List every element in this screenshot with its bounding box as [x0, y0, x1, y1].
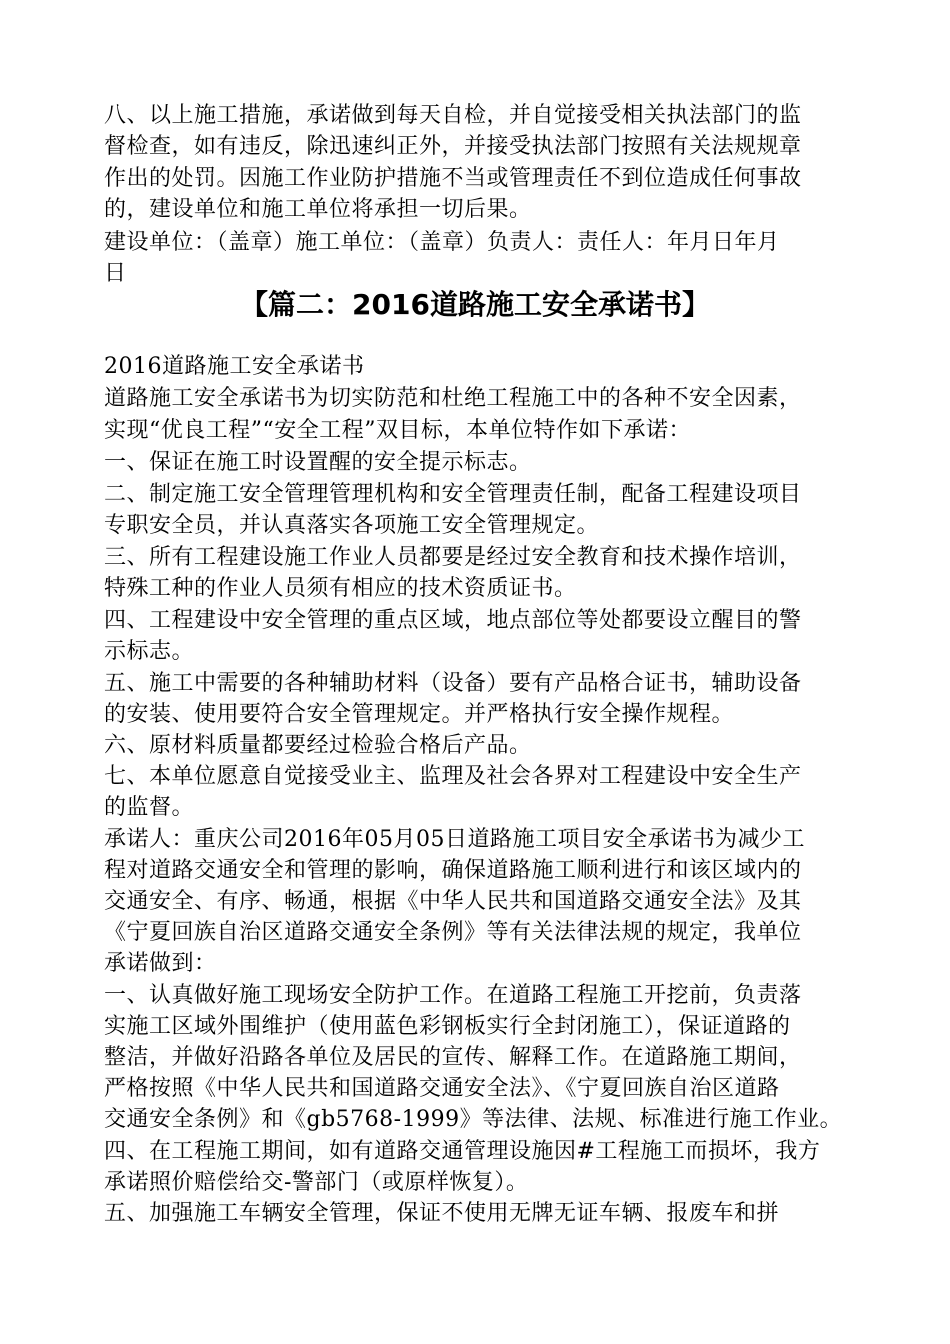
text-line: 的监督。	[104, 795, 195, 820]
text-line: 专职安全员，并认真落实各项施工安全管理规定。	[104, 513, 600, 538]
text-line: 的，建设单位和施工单位将承担一切后果。	[104, 197, 532, 222]
text-line: 道路施工安全承诺书为切实防范和杜绝工程施工中的各种不安全因素，	[104, 386, 802, 411]
text-line: 承诺照价赔偿给交-警部门（或原样恢复）。	[104, 1170, 529, 1195]
text-line: 八、以上施工措施，承诺做到每天自检，并自觉接受相关执法部门的监	[104, 103, 802, 128]
text-line: 二、制定施工安全管理管理机构和安全管理责任制，配备工程建设项目	[104, 482, 802, 507]
text-line: 七、本单位愿意自觉接受业主、监理及社会各界对工程建设中安全生产	[104, 764, 802, 789]
text-line: 承诺做到：	[104, 951, 217, 976]
text-line: 的安装、使用要符合安全管理规定。并严格执行安全操作规程。	[104, 702, 735, 727]
text-line: 整洁，并做好沿路各单位及居民的宣传、解释工作。在道路施工期间，	[104, 1045, 802, 1070]
text-line: 程对道路交通安全和管理的影响，确保道路施工顺利进行和该区域内的	[104, 858, 802, 883]
text-line: 交通安全、有序、畅通，根据《中华人民共和国道路交通安全法》及其	[104, 889, 802, 914]
signature-line: 建设单位：（盖章）施工单位：（盖章）负责人：责任人：年月日年月	[104, 230, 780, 255]
text-line: 五、加强施工车辆安全管理，保证不使用无牌无证车辆、报废车和拼	[104, 1201, 780, 1226]
text-line: 示标志。	[104, 639, 195, 664]
text-line: 一、保证在施工时设置醒的安全提示标志。	[104, 450, 532, 475]
text-line: 四、工程建设中安全管理的重点区域，地点部位等处都要设立醒目的警	[104, 608, 802, 633]
text-line: 承诺人：重庆公司2016年05月05日道路施工项目安全承诺书为减少工	[104, 827, 805, 852]
text-line: 日	[104, 261, 127, 286]
text-line: 严格按照《中华人民共和国道路交通安全法》、《宁夏回族自治区道路	[104, 1076, 780, 1101]
text-line: 作出的处罚。因施工作业防护措施不当或管理责任不到位造成任何事故	[104, 166, 802, 191]
text-line: 督检查，如有违反，除迅速纠正外，并接受执法部门按照有关法规规章	[104, 134, 802, 159]
text-line: 《宁夏回族自治区道路交通安全条例》等有关法律法规的规定，我单位	[104, 920, 802, 945]
text-line: 交通安全条例》和《gb5768-1999》等法律、法规、标准进行施工作业。	[104, 1107, 843, 1132]
text-line: 一、认真做好施工现场安全防护工作。在道路工程施工开挖前，负责落	[104, 983, 802, 1008]
text-line: 五、施工中需要的各种辅助材料（设备）要有产品格合证书，辅助设备	[104, 671, 802, 696]
text-line: 特殊工种的作业人员须有相应的技术资质证书。	[104, 576, 577, 601]
text-line: 实现“优良工程”“安全工程”双目标，本单位特作如下承诺：	[104, 418, 691, 443]
text-line: 六、原材料质量都要经过检验合格后产品。	[104, 733, 532, 758]
section-heading: 【篇二：2016道路施工安全承诺书】	[240, 288, 710, 321]
text-line: 三、所有工程建设施工作业人员都要是经过安全教育和技术操作培训，	[104, 545, 802, 570]
subtitle-line: 2016道路施工安全承诺书	[104, 354, 365, 379]
text-line: 实施工区域外围维护（使用蓝色彩钢板实行全封闭施工），保证道路的	[104, 1014, 791, 1039]
text-line: 四、在工程施工期间，如有道路交通管理设施因#工程施工而损坏，我方	[104, 1139, 821, 1164]
